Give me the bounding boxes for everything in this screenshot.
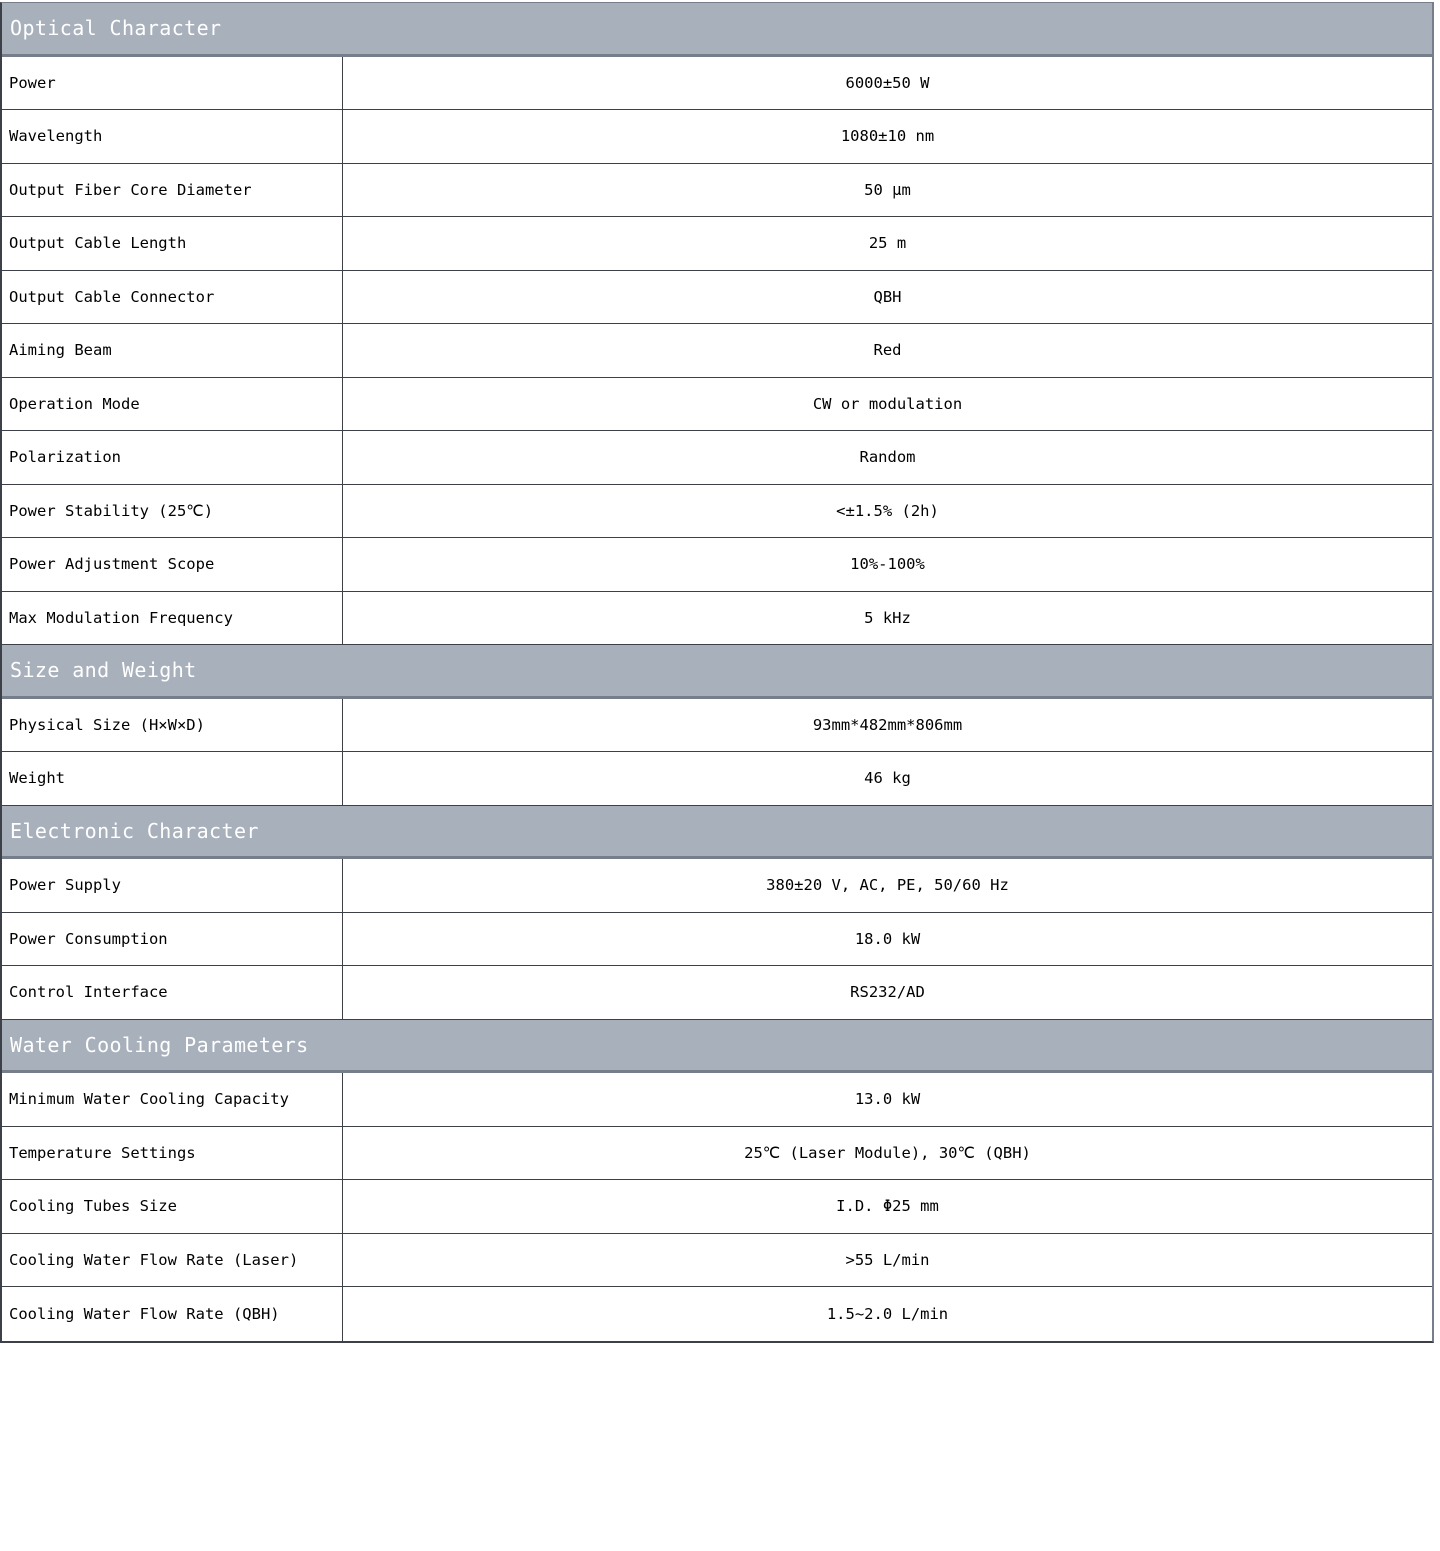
section-header-optical-character [2,3,1432,57]
row-value-wavelength: 1080±10 nm [840,127,935,146]
row-label-cooling-water-flow-rate-laser: Cooling Water Flow Rate (Laser) [2,1234,343,1287]
row-value-polarization: Random [859,448,916,467]
table-row [2,913,1432,967]
table-row [2,110,1432,164]
table-row [2,859,1432,913]
spec-table [0,2,1434,1343]
row-label-power-adjustment-scope: Power Adjustment Scope [2,538,343,591]
row-label-temperature-settings: Temperature Settings [2,1127,343,1180]
table-row [2,164,1432,218]
row-value-power-stability-25: <±1.5% (2h) [836,501,939,520]
row-value-aiming-beam: Red [873,341,902,360]
table-row [2,57,1432,111]
row-label-power-stability-25: Power Stability (25℃) [2,485,343,538]
row-label-aiming-beam: Aiming Beam [2,324,343,377]
row-value-power: 6000±50 W [845,73,930,92]
row-label-output-fiber-core-diameter: Output Fiber Core Diameter [2,164,343,217]
section-title: Optical Character [10,16,222,41]
row-value-cooling-tubes-size: I.D. Φ25 mm [836,1197,939,1216]
row-value-minimum-water-cooling-capacity: 13.0 kW [854,1090,921,1109]
table-row [2,592,1432,646]
table-row [2,752,1432,806]
row-value-operation-mode: CW or modulation [812,394,963,413]
section-title: Water Cooling Parameters [10,1032,309,1057]
section-header-water-cooling-parameters [2,1020,1432,1074]
row-value-cooling-water-flow-rate-qbh: 1.5~2.0 L/min [826,1304,949,1323]
row-label-output-cable-length: Output Cable Length [2,217,343,270]
table-row [2,378,1432,432]
row-value-temperature-settings: 25℃ (Laser Module), 30℃ (QBH) [744,1143,1031,1162]
row-label-control-interface: Control Interface [2,966,343,1019]
table-row [2,431,1432,485]
row-label-output-cable-connector: Output Cable Connector [2,271,343,324]
table-row [2,485,1432,539]
row-label-minimum-water-cooling-capacity: Minimum Water Cooling Capacity [2,1073,343,1126]
row-value-output-fiber-core-diameter: 50 μm [864,180,911,199]
row-label-polarization: Polarization [2,431,343,484]
table-row [2,271,1432,325]
table-row [2,1127,1432,1181]
row-value-power-adjustment-scope: 10%-100% [850,555,925,574]
table-row [2,1073,1432,1127]
row-label-weight: Weight [2,752,343,805]
table-row [2,1234,1432,1288]
row-label-max-modulation-frequency: Max Modulation Frequency [2,592,343,645]
row-value-cooling-water-flow-rate-laser: >55 L/min [845,1250,930,1269]
row-value-max-modulation-frequency: 5 kHz [864,608,911,627]
row-label-power-consumption: Power Consumption [2,913,343,966]
table-row [2,217,1432,271]
row-value-control-interface: RS232/AD [850,983,925,1002]
table-row [2,1287,1432,1341]
row-value-output-cable-length: 25 m [868,234,907,253]
row-label-operation-mode: Operation Mode [2,378,343,431]
row-label-cooling-tubes-size: Cooling Tubes Size [2,1180,343,1233]
section-title: Size and Weight [10,658,197,683]
row-value-power-consumption: 18.0 kW [854,929,921,948]
table-row [2,324,1432,378]
row-value-power-supply: 380±20 V, AC, PE, 50/60 Hz [766,876,1009,895]
row-label-power: Power [2,57,343,110]
row-label-power-supply: Power Supply [2,859,343,912]
table-row [2,538,1432,592]
table-row [2,1180,1432,1234]
row-value-weight: 46 kg [864,769,911,788]
row-label-physical-size-h-w-d: Physical Size (H×W×D) [2,699,343,752]
table-row [2,699,1432,753]
section-title: Electronic Character [10,818,259,843]
row-value-output-cable-connector: QBH [873,287,902,306]
table-row [2,966,1432,1020]
section-header-size-and-weight [2,645,1432,699]
row-label-cooling-water-flow-rate-qbh: Cooling Water Flow Rate (QBH) [2,1287,343,1341]
row-value-physical-size-h-w-d: 93mm*482mm*806mm [812,715,963,734]
row-label-wavelength: Wavelength [2,110,343,163]
section-header-electronic-character [2,806,1432,860]
